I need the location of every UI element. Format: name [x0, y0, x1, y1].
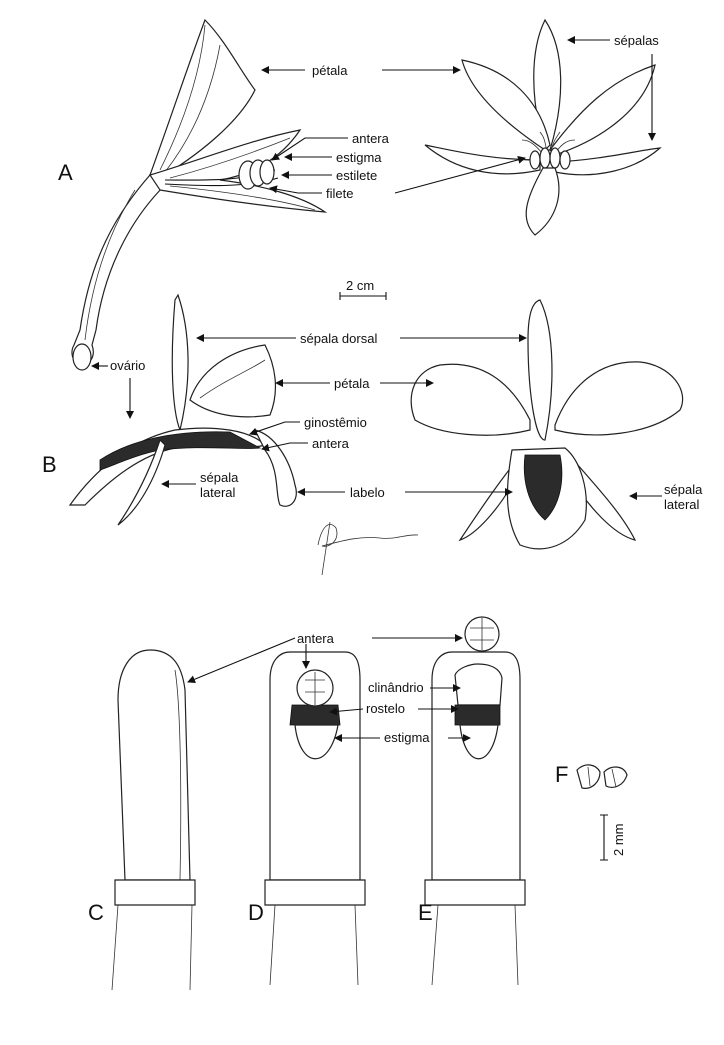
- figure-letter-b: B: [42, 452, 57, 477]
- label-sepala-dorsal: sépala dorsal: [300, 331, 378, 346]
- label-antera-b: antera: [312, 436, 349, 451]
- label-ginostemio: ginostêmio: [304, 415, 367, 430]
- scale-bar-bottom-label: 2 mm: [611, 823, 626, 856]
- label-clinandrio: clinândrio: [368, 680, 424, 695]
- label-sepalas: sépalas: [614, 33, 659, 48]
- pollinia-f-drawing: [577, 765, 627, 788]
- figure-letter-a: A: [58, 160, 73, 185]
- anther-detail-drawing: [465, 617, 499, 651]
- flower-a-side-drawing: [72, 20, 325, 370]
- label-antera-bottom: antera: [297, 631, 334, 646]
- label-lateral-left: lateral: [200, 485, 236, 500]
- label-antera-a: antera: [352, 131, 389, 146]
- label-sepala-lateral-right: sépala: [664, 482, 703, 497]
- figure-letter-c: C: [88, 900, 104, 925]
- column-c-drawing: [112, 650, 195, 990]
- label-ovario: ovário: [110, 358, 146, 373]
- flower-b-front-drawing: [411, 300, 682, 549]
- scale-bar-top-label: 2 cm: [346, 278, 375, 293]
- label-estigma-bottom: estigma: [384, 730, 430, 745]
- flower-a-front-drawing: [425, 20, 660, 235]
- label-estigma-a: estigma: [336, 150, 382, 165]
- flower-b-side-drawing: [70, 295, 296, 525]
- column-e-drawing: [425, 652, 525, 985]
- label-filete: filete: [326, 186, 354, 201]
- artist-signature: [318, 522, 418, 575]
- label-estilete: estilete: [336, 168, 378, 183]
- column-d-drawing: [265, 652, 365, 985]
- label-rostelo: rostelo: [366, 701, 406, 716]
- figure-letter-d: D: [248, 900, 264, 925]
- label-labelo: labelo: [350, 485, 385, 500]
- label-sepala-lateral-left: sépala: [200, 470, 239, 485]
- figure-letter-e: E: [418, 900, 433, 925]
- label-petala-b: pétala: [334, 376, 370, 391]
- label-lateral-right: lateral: [664, 497, 700, 512]
- label-petala-a: pétala: [312, 63, 348, 78]
- figure-letter-f: F: [555, 762, 569, 787]
